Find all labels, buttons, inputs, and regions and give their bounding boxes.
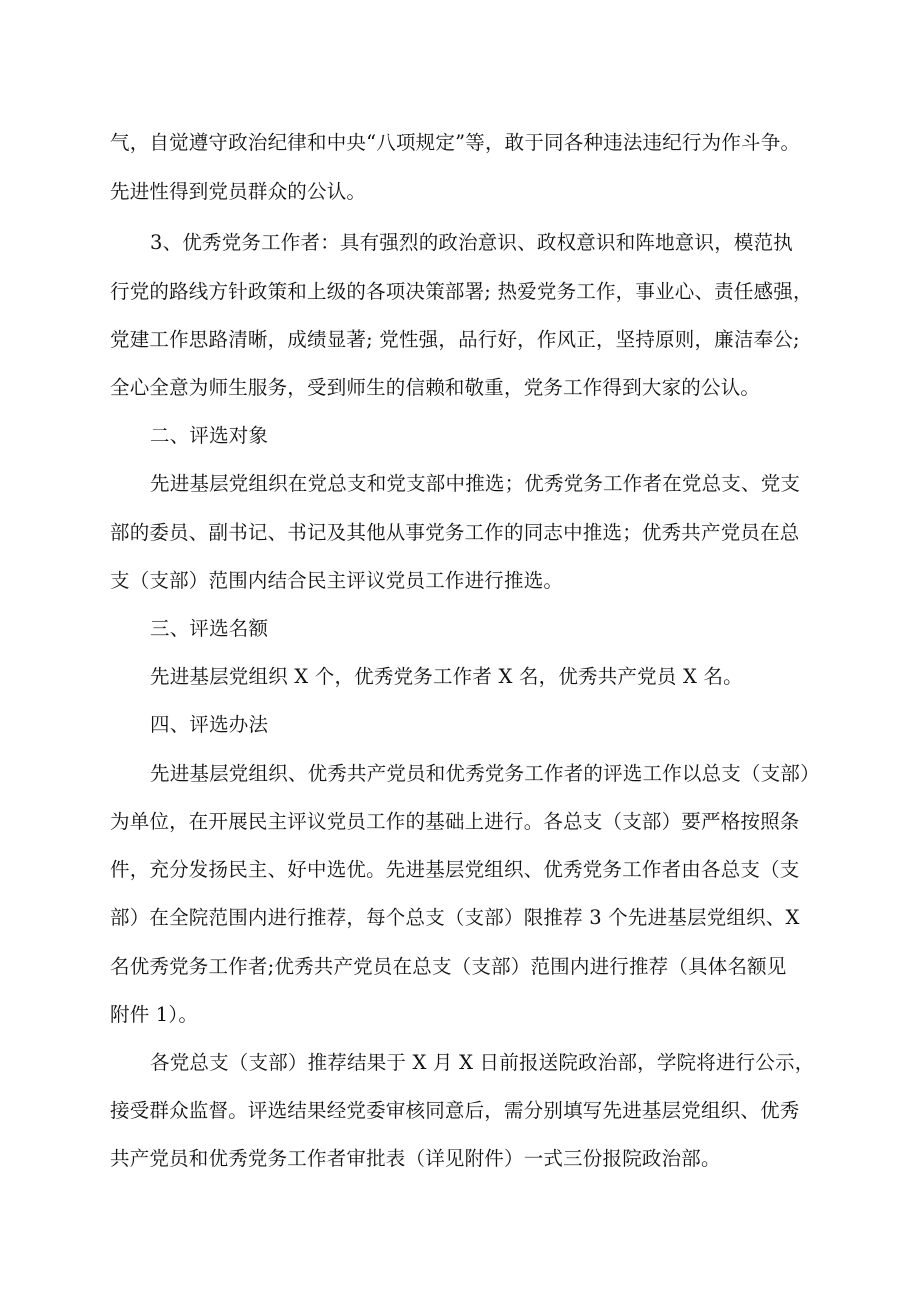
- paragraph-line: 各党总支（支部）推荐结果于 X 月 X 日前报送院政治部，学院将进行公示，: [150, 1051, 815, 1074]
- paragraph-line: 件，充分发扬民主、好中选优。先进基层党组织、优秀党务工作者由各总支（支: [110, 858, 800, 881]
- paragraph-line: 全心全意为师生服务，受到师生的信赖和敬重，党务工作得到大家的公认。: [110, 376, 761, 399]
- paragraph-line: 部的委员、副书记、书记及其他从事党务工作的同志中推选；优秀共产党员在总: [110, 521, 800, 544]
- paragraph-line: 共产党员和优秀党务工作者审批表（详见附件）一式三份报院政治部。: [110, 1147, 721, 1170]
- paragraph-line: 气，自觉遵守政治纪律和中央“八项规定”等，敢于同各种违法违纪行为作斗争。: [110, 131, 801, 154]
- section-heading: 四、评选办法: [150, 713, 269, 736]
- paragraph-line: 部）在全院范围内进行推荐，每个总支（支部）限推荐 3 个先进基层党组织、X: [110, 906, 800, 929]
- paragraph-line: 先进基层党组织 X 个，优秀党务工作者 X 名，优秀共产党员 X 名。: [150, 665, 743, 688]
- paragraph-line: 附件 1）。: [110, 1003, 199, 1026]
- section-heading: 三、评选名额: [150, 617, 269, 640]
- paragraph-line: 接受群众监督。评选结果经党委审核同意后，需分别填写先进基层党组织、优秀: [110, 1099, 800, 1122]
- paragraph-line: 行党的路线方针政策和上级的各项决策部署; 热爱党务工作，事业心、责任感强，: [110, 280, 813, 303]
- paragraph-line: 先进基层党组织在党总支和党支部中推选；优秀党务工作者在党总支、党支: [150, 472, 801, 495]
- paragraph-line: 党建工作思路清晰，成绩显著; 党性强，品行好，作风正，坚持原则，廉洁奉公;: [110, 328, 800, 351]
- paragraph-line: 为单位，在开展民主评议党员工作的基础上进行。各总支（支部）要严格按照条: [110, 810, 800, 833]
- paragraph-line: 3、优秀党务工作者：具有强烈的政治意识、政权意识和阵地意识，模范执: [150, 231, 794, 254]
- paragraph-line: 支（支部）范围内结合民主评议党员工作进行推选。: [110, 569, 564, 592]
- paragraph-line: 先进性得到党员群众的公认。: [110, 180, 367, 203]
- paragraph-line: 先进基层党组织、优秀共产党员和优秀党务工作者的评选工作以总支（支部）: [150, 762, 820, 785]
- paragraph-line: 名优秀党务工作者;优秀共产党员在总支（支部）范围内进行推荐（具体名额见: [110, 955, 787, 978]
- section-heading: 二、评选对象: [150, 424, 269, 447]
